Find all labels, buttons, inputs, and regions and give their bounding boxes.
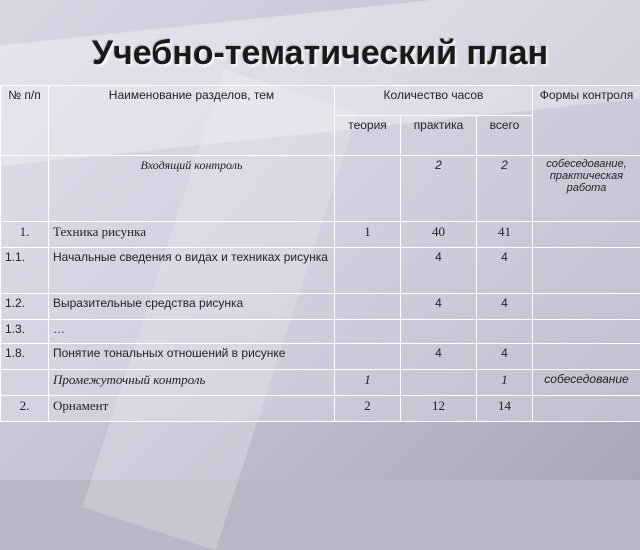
row-total [477,320,533,344]
row-theory: 1 [335,222,401,248]
header-hours: Количество часов [335,86,533,116]
row-form [533,344,640,370]
row-num: 1. [1,222,49,248]
row-num [1,156,49,222]
row-num: 1.8. [1,344,49,370]
row-theory [335,320,401,344]
row-num [1,370,49,396]
table-row [1,370,640,396]
row-theory [335,156,401,222]
table-row [1,248,640,294]
row-total: 4 [477,248,533,294]
row-form: собеседование, практическая работа [533,156,640,222]
table-row [1,294,640,320]
row-total: 4 [477,294,533,320]
table-row [1,320,640,344]
row-theory: 2 [335,396,401,422]
row-practice: 12 [401,396,477,422]
row-total: 1 [477,370,533,396]
row-name: Начальные сведения о видах и техниках рисунка [49,248,335,294]
header-name: Наименование разделов, тем [49,86,335,156]
header-num: № п/п [1,86,49,156]
slide-title: Учебно-тематический план [0,34,640,73]
header-forms: Формы контроля [533,86,640,156]
row-total: 41 [477,222,533,248]
table-row [1,222,640,248]
row-practice: 40 [401,222,477,248]
row-form [533,248,640,294]
row-name: Выразительные средства рисунка [49,294,335,320]
row-practice [401,320,477,344]
row-total: 14 [477,396,533,422]
row-name: Понятие тональных отношений в рисунке [49,344,335,370]
row-practice: 2 [401,156,477,222]
row-practice: 4 [401,294,477,320]
row-theory: 1 [335,370,401,396]
row-num: 1.2. [1,294,49,320]
row-num: 1.3. [1,320,49,344]
row-num: 2. [1,396,49,422]
header-theory: теория [335,116,401,156]
row-form [533,294,640,320]
row-practice: 4 [401,344,477,370]
row-form [533,222,640,248]
row-practice: 4 [401,248,477,294]
row-form [533,320,640,344]
row-name: Входящий контроль [49,156,335,222]
header-total: всего [477,116,533,156]
row-name: Промежуточный контроль [49,370,335,396]
table-row [1,396,640,422]
row-total: 4 [477,344,533,370]
row-name: Техника рисунка [49,222,335,248]
row-theory [335,344,401,370]
table-row [1,156,640,222]
row-theory [335,248,401,294]
row-total: 2 [477,156,533,222]
table-row [1,344,640,370]
row-num: 1.1. [1,248,49,294]
header-practice: практика [401,116,477,156]
row-practice [401,370,477,396]
row-theory [335,294,401,320]
row-name: … [49,320,335,344]
row-name: Орнамент [49,396,335,422]
row-form: собеседование [533,370,640,396]
row-form [533,396,640,422]
curriculum-table [0,85,640,422]
